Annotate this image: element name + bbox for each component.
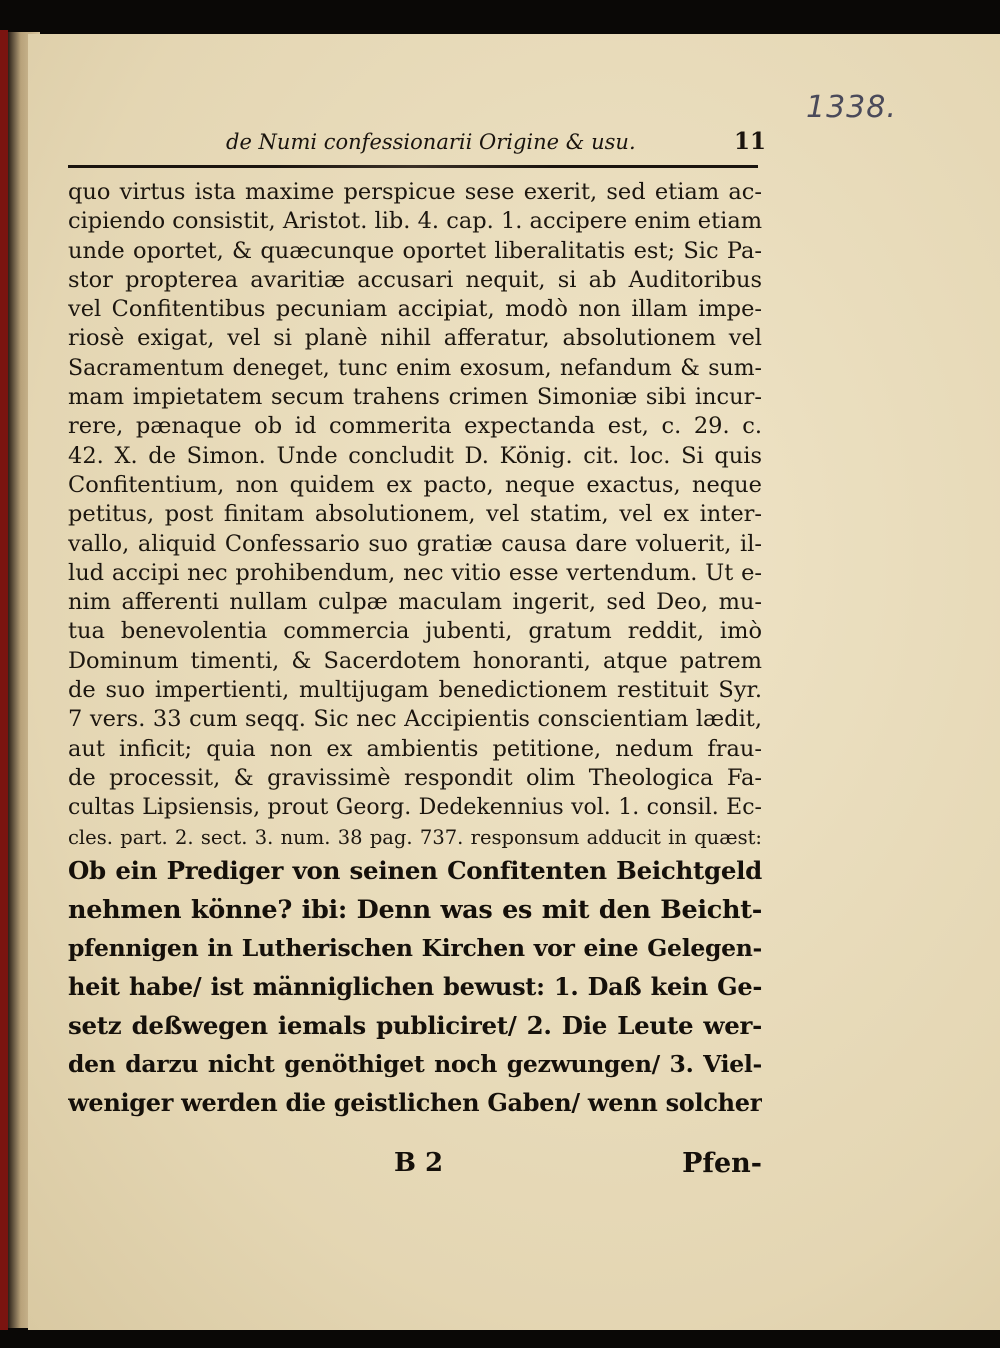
fraktur-line: den darzu nicht genöthiget noch gezwungen/ 3. Viel- bbox=[68, 1050, 762, 1079]
signature-mark: B 2 bbox=[394, 1148, 444, 1178]
text-line: vallo, aliquid Confessario suo gratiæ causa dare voluerit, il- bbox=[68, 530, 762, 557]
text-line: 7 vers. 33 cum seqq. Sic nec Accipientis conscientiam lædit, bbox=[68, 706, 762, 733]
header-rule bbox=[68, 165, 758, 168]
text-line: lud accipi nec prohibendum, nec vitio esse vertendum. Ut e- bbox=[68, 559, 762, 586]
text-line: 42. X. de Simon. Unde concludit D. König. cit. loc. Si quis bbox=[68, 442, 762, 469]
text-line: cipiendo consistit, Aristot. lib. 4. cap. 1. accipere enim etiam bbox=[68, 208, 762, 235]
text-line: aut inficit; quia non ex ambientis petitione, nedum frau- bbox=[68, 735, 762, 762]
text-line: vel Confitentibus pecuniam accipiat, modò non illam impe- bbox=[68, 296, 762, 323]
text-line: mam impietatem secum trahens crimen Simoniæ sibi incur- bbox=[68, 384, 762, 411]
text-line: de processit, & gravissimè respondit olim Theologica Fa- bbox=[68, 764, 762, 791]
archive-number: 1338. bbox=[806, 90, 897, 125]
text-line: rere, pænaque ob id commerita expectanda est, c. 29. c. bbox=[68, 413, 762, 440]
running-title: de Numi confessionarii Origine & usu. bbox=[226, 130, 636, 154]
text-line: quo virtus ista maxime perspicue sese exerit, sed etiam ac- bbox=[68, 179, 762, 205]
fraktur-line: Ob ein Prediger von seinen Confitenten Beichtgeld bbox=[68, 855, 762, 885]
text-line: unde oportet, & quæcunque oportet liberalitatis est; Sic Pa- bbox=[68, 237, 762, 264]
text-line: riosè exigat, vel si planè nihil afferatur, absolutionem vel bbox=[68, 325, 762, 352]
text-line: de suo impertienti, multijugam benedictionem restituit Syr. bbox=[68, 677, 762, 704]
text-line: cultas Lipsiensis, prout Georg. Dedekennius vol. 1. consil. Ec- bbox=[68, 795, 762, 821]
text-line: Sacramentum deneget, tunc enim exosum, nefandum & sum- bbox=[68, 355, 762, 381]
text-line: nim afferenti nullam culpæ maculam ingerit, sed Deo, mu- bbox=[68, 589, 762, 616]
fraktur-line: nehmen könne? ibi: Denn was es mit den Beicht- bbox=[68, 894, 762, 925]
text-line: stor propterea avaritiæ accusari nequit, si ab Auditoribus bbox=[68, 266, 762, 293]
body-text bbox=[68, 178, 762, 1123]
catchword: Pfen- bbox=[682, 1148, 762, 1179]
text-line: tua benevolentia commercia jubenti, gratum reddit, imò bbox=[68, 618, 762, 645]
binding-edge bbox=[0, 30, 8, 1330]
text-line: petitus, post finitam absolutionem, vel statim, vel ex inter- bbox=[68, 501, 762, 528]
text-line: Confitentium, non quidem ex pacto, neque exactus, neque bbox=[68, 471, 762, 498]
fraktur-line: setz deßwegen iemals publiciret/ 2. Die Leute wer- bbox=[68, 1010, 762, 1040]
fraktur-line: weniger werden die geistlichen Gaben/ wenn solcher bbox=[68, 1087, 762, 1117]
page-footer bbox=[68, 1148, 762, 1188]
page-number: 11 bbox=[733, 128, 766, 155]
page-header bbox=[226, 130, 766, 164]
text-line: Dominum timenti, & Sacerdotem honoranti, atque patrem bbox=[68, 647, 762, 674]
fraktur-line: pfennigen in Lutherischen Kirchen vor eine Gelegen- bbox=[68, 934, 762, 963]
fraktur-line: heit habe/ ist männiglichen bewust: 1. Daß kein Ge- bbox=[68, 971, 762, 1001]
text-line: cles. part. 2. sect. 3. num. 38 pag. 737. responsum adducit in quæst: bbox=[68, 825, 762, 849]
